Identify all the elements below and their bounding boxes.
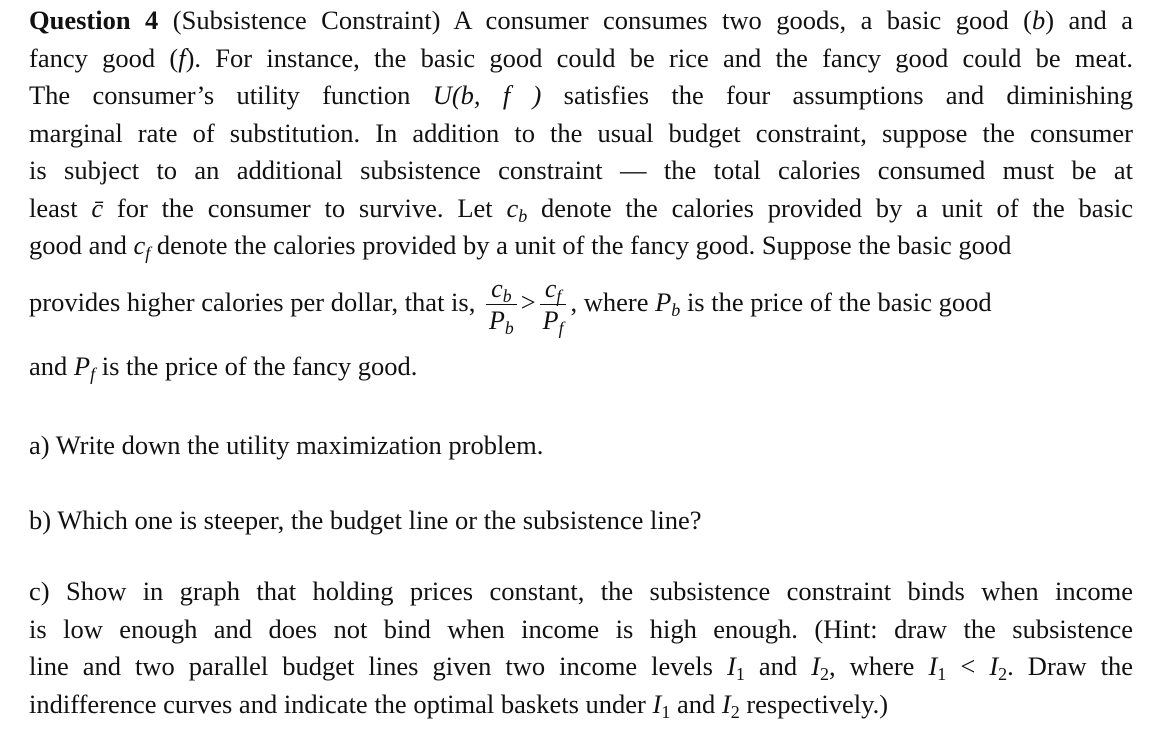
intro-text: good and [29, 230, 134, 260]
intro-text: denote the calories provided by a unit of the basic [527, 192, 1134, 223]
frac-den-p: P [488, 305, 505, 335]
fancy-price-line [29, 346, 417, 386]
sub-f: f [558, 317, 564, 338]
part-c-text: indifference curves and indicate the optimal baskets under [29, 688, 646, 719]
part-c-text: , where [829, 651, 915, 681]
frac-suffix-2: is the price of the basic good [686, 287, 992, 317]
part-c-text: and [758, 651, 798, 681]
part-c-text: and [676, 688, 716, 719]
intro-text: for the consumer to survive. Let [103, 192, 507, 223]
part-c-line-2: is low enough and does not bind when income is high enough. (Hint: draw the subsistence [29, 613, 1133, 644]
calories-per-dollar-line [29, 262, 1133, 342]
frac-suffix-1: where [583, 287, 649, 317]
sub-1: 1 [661, 701, 671, 722]
part-c-text: . Draw the [1007, 651, 1134, 681]
sub-2: 2 [730, 701, 740, 722]
part-c-line-4 [29, 686, 1133, 724]
intro-line-2 [29, 40, 1133, 78]
fraction-basic [486, 273, 517, 338]
var-i: I [989, 651, 999, 681]
intro-text: least [29, 192, 92, 223]
part-c-line-1: c) Show in graph that holding prices constant, the subsistence constraint binds when income [29, 576, 1133, 606]
intro-text: denote the calories provided by a unit of the fancy good. Suppose the basic good [150, 230, 1012, 260]
and-prefix: and [29, 351, 68, 381]
var-i: I [721, 688, 731, 719]
var-i: I [727, 651, 736, 681]
comma: , [570, 287, 578, 317]
frac-den-p: P [542, 305, 559, 335]
var-f: f [178, 42, 186, 73]
var-c: c [133, 230, 146, 260]
part-c-line-3 [29, 648, 1133, 686]
intro-text: satisfies the four assumptions and diminishing [541, 80, 1133, 110]
intro-text: is subject to an additional subsistence constraint — the total calories consumed must be at [29, 155, 1133, 185]
intro-text: fancy good ( [29, 42, 179, 73]
sub-b: b [518, 205, 528, 226]
intro-line-3 [29, 77, 1133, 115]
c-bar: c̄ [91, 192, 104, 223]
part-b: b) Which one is steeper, the budget line or the subsistence line? [29, 505, 702, 535]
part-c-text: respectively.) [746, 688, 889, 719]
sub-2: 2 [998, 664, 1008, 685]
sub-f: f [145, 243, 151, 264]
frac-num-c: c [544, 273, 557, 303]
sub-1: 1 [937, 664, 947, 685]
intro-text: ) and a [1045, 5, 1134, 35]
utility-function: U(b, f ) [432, 80, 542, 110]
and-suffix: is the price of the fancy good. [101, 351, 418, 381]
question-label: Question 4 [29, 5, 159, 35]
fraction-fancy [540, 273, 567, 338]
intro-line-5 [29, 152, 1133, 190]
frac-num-c: c [491, 273, 503, 303]
var-i: I [811, 651, 821, 681]
var-p: P [655, 287, 672, 317]
question-intro [29, 2, 1133, 265]
part-a: a) Write down the utility maximization problem. [29, 430, 544, 460]
intro-text: The consumer’s utility function [29, 80, 433, 110]
frac-prefix: provides higher calories per dollar, that is, [29, 287, 476, 317]
var-p: P [73, 351, 91, 381]
sub-f: f [90, 364, 96, 385]
intro-line-1 [29, 2, 1133, 40]
sub-b: b [671, 300, 681, 321]
var-b: b [1032, 5, 1046, 35]
intro-text: ). For instance, the basic good could be rice and the fancy good could be meat. [185, 42, 1133, 73]
sub-1: 1 [735, 664, 745, 685]
sub-b: b [504, 317, 514, 338]
intro-text: A consumer consumes two goods, a basic good ( [453, 5, 1032, 35]
intro-line-7 [29, 227, 1133, 265]
less-than: < [960, 651, 976, 681]
intro-line-4 [29, 115, 1133, 153]
intro-line-6 [29, 190, 1133, 228]
var-i: I [652, 688, 662, 719]
intro-text: marginal rate of substitution. In addition to the usual budget constraint, suppose the consumer [29, 117, 1133, 148]
sub-2: 2 [820, 664, 830, 685]
sub-f: f [556, 285, 562, 306]
sub-b: b [502, 285, 512, 306]
var-i: I [928, 651, 938, 681]
greater-than: > [520, 287, 536, 317]
var-c: c [506, 192, 519, 223]
part-c-text: line and two parallel budget lines given two income levels [29, 651, 713, 681]
question-title: (Subsistence Constraint) [172, 5, 441, 35]
part-c [29, 573, 1133, 723]
